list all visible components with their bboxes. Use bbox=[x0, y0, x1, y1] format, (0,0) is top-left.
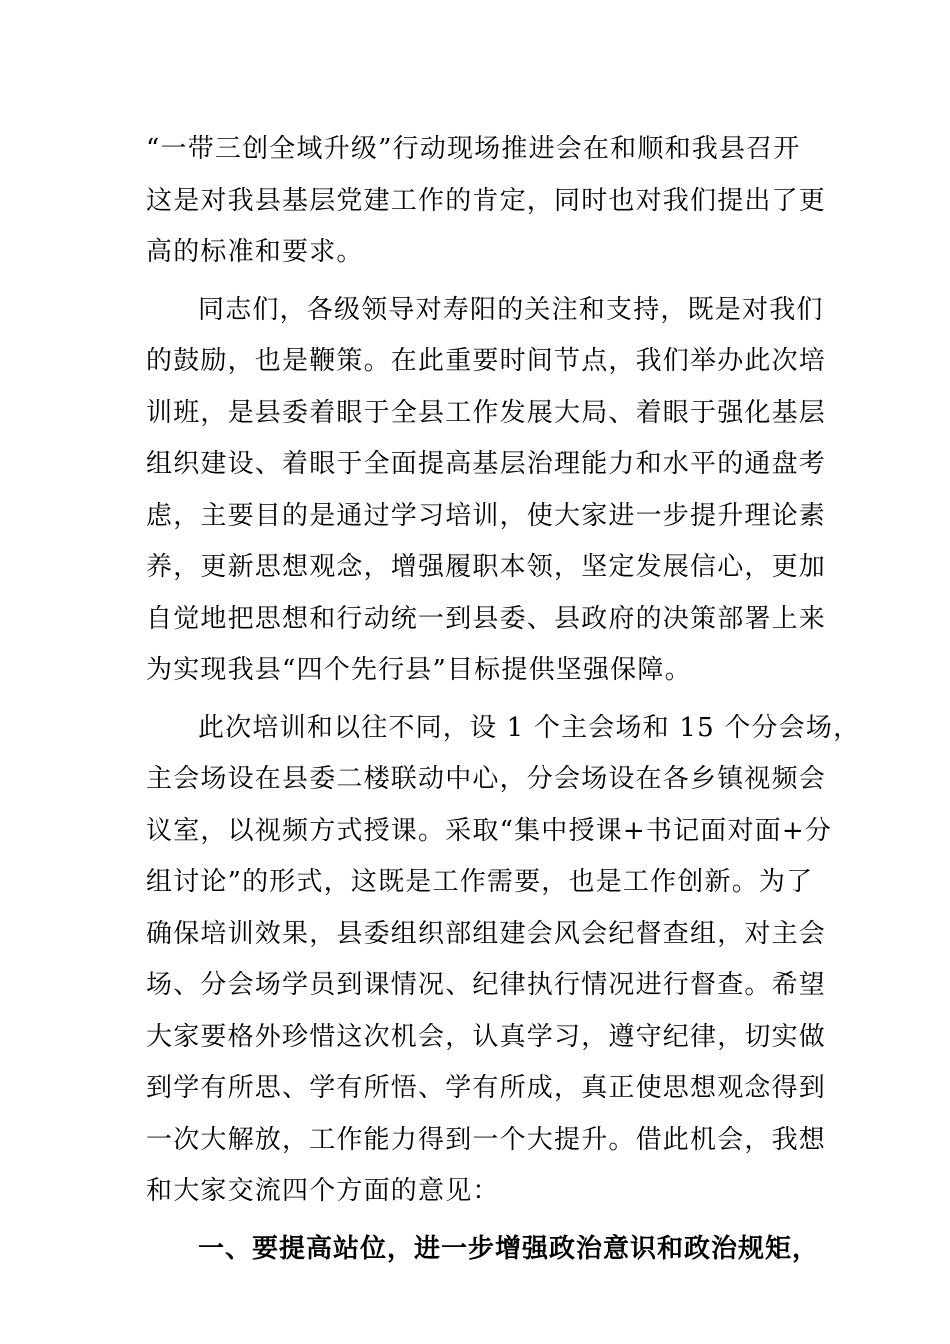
paragraph-3-line-8: 到学有所思、学有所悟、学有所成，真正使思想观念得到 bbox=[146, 1073, 827, 1103]
paragraph-3-line-7: 大家要格外珍惜这次机会，认真学习，遵守纪律，切实做 bbox=[146, 1021, 827, 1052]
section-heading: 一、要提高站位，进一步增强政治意识和政治规矩， bbox=[198, 1233, 820, 1264]
document-body bbox=[146, 124, 861, 1275]
paragraph-2-line-8: 为实现我县“四个先行县”目标提供坚强保障。 bbox=[146, 655, 692, 685]
paragraph-2-line-1: 同志们，各级领导对寿阳的关注和支持，既是对我们 bbox=[198, 294, 824, 325]
paragraph-3-line-3: 议室，以视频方式授课。采取“集中授课+书记面对面+分 bbox=[146, 815, 833, 846]
paragraph-2-line-2: 的鼓励，也是鞭策。在此重要时间节点，我们举办此次培 bbox=[146, 346, 827, 376]
paragraph-3-line-4: 组讨论”的形式，这既是工作需要，也是工作创新。为了 bbox=[146, 867, 814, 897]
paragraph-3-line-10: 和大家交流四个方面的意见： bbox=[146, 1176, 500, 1206]
paragraph-2-line-7: 自觉地把思想和行动统一到县委、县政府的决策部署上来 bbox=[146, 603, 827, 634]
paragraph-1-line-3: 高的标准和要求。 bbox=[146, 237, 364, 267]
paragraph-2-line-4: 组织建设、着眼于全面提高基层治理能力和水平的通盘考 bbox=[146, 449, 827, 479]
paragraph-2-line-3: 训班，是县委着眼于全县工作发展大局、着眼于强化基层 bbox=[146, 397, 827, 428]
paragraph-2-line-6: 养，更新思想观念，增强履职本领，坚定发展信心，更加 bbox=[146, 552, 827, 582]
paragraph-1-line-2: 这是对我县基层党建工作的肯定，同时也对我们提出了更 bbox=[146, 185, 827, 216]
paragraph-3-line-2: 主会场设在县委二楼联动中心，分会场设在各乡镇视频会 bbox=[146, 764, 827, 794]
paragraph-2-line-5: 虑，主要目的是通过学习培训，使大家进一步提升理论素 bbox=[146, 500, 827, 531]
paragraph-3-line-1: 此次培训和以往不同，设 1 个主会场和 15 个分会场， bbox=[198, 712, 861, 743]
paragraph-1-line-1: “一带三创全域升级”行动现场推进会在和顺和我县召开 bbox=[146, 134, 801, 164]
paragraph-3-line-5: 确保培训效果，县委组织部组建会风会纪督查组，对主会 bbox=[146, 918, 827, 949]
paragraph-3-line-6: 场、分会场学员到课情况、纪律执行情况进行督查。希望 bbox=[146, 970, 827, 1000]
paragraph-3-line-9: 一次大解放，工作能力得到一个大提升。借此机会，我想 bbox=[146, 1124, 827, 1155]
